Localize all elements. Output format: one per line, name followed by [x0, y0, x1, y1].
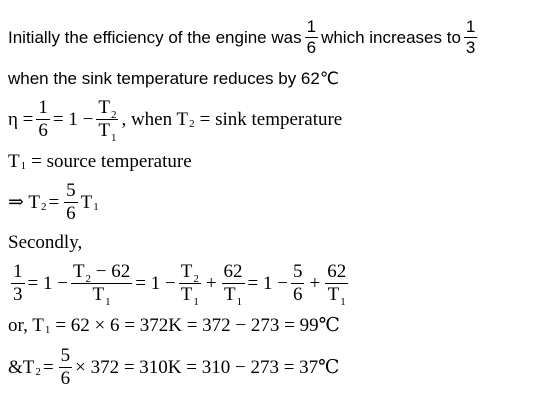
fraction-numerator: 1: [38, 97, 48, 118]
t-symbol: T: [8, 151, 20, 172]
t2-minus-62-over-t1-fraction: [71, 261, 132, 308]
subscript: 1: [193, 295, 199, 308]
increased-efficiency-fraction: [464, 18, 477, 57]
subscript: 1: [236, 295, 243, 308]
fraction-denominator: [91, 283, 113, 308]
equals-one-minus: = 1 −: [247, 272, 288, 294]
subscript: 1: [44, 324, 51, 336]
subscript: 1: [105, 295, 111, 308]
subscript: 2: [189, 117, 195, 130]
plus-sign: +: [309, 272, 321, 294]
subscript: 1: [110, 131, 117, 144]
t-symbol: T: [180, 261, 193, 282]
fraction-numerator: [71, 262, 132, 284]
62-over-t1-fraction: [222, 261, 245, 308]
subscript: 2: [193, 273, 199, 285]
fraction-denominator: 6: [306, 37, 317, 57]
fraction-denominator: 3: [465, 37, 476, 57]
eta-lhs: η =: [8, 108, 34, 130]
subscript: 2: [110, 109, 117, 121]
fraction-numerator: 62: [327, 261, 347, 282]
five-sixths-fraction: [59, 346, 73, 389]
source-text: = source temperature: [31, 151, 192, 172]
and-prefix: &T: [8, 356, 35, 378]
fraction-denominator: 6: [38, 119, 48, 141]
one-sixth-fraction: [36, 98, 50, 141]
fraction-denominator: 6: [292, 283, 303, 305]
secondly-text: Secondly,: [8, 232, 83, 253]
plus-sign: +: [205, 272, 217, 294]
sink-line: [8, 70, 339, 87]
five-sixths-fraction: [291, 262, 305, 305]
intro-text-b: which increases to: [321, 27, 461, 47]
fraction-numerator: 1: [306, 17, 317, 36]
fraction-denominator: [96, 119, 118, 144]
source-temperature-result: [8, 316, 340, 335]
fraction-numerator: [179, 262, 201, 284]
fraction-denominator: [326, 283, 348, 308]
fraction-denominator: 6: [66, 202, 76, 224]
subscript: 2: [35, 365, 41, 378]
subscript: 1: [93, 200, 99, 213]
fraction-numerator: [96, 98, 118, 120]
t-symbol: T: [180, 283, 193, 305]
fraction-numerator: 5: [60, 345, 71, 366]
fraction-denominator: 6: [60, 367, 71, 389]
source-line: [8, 152, 192, 171]
fraction-denominator: [222, 283, 244, 308]
fraction-denominator: [179, 283, 201, 308]
t-symbol: T: [327, 283, 340, 305]
t-symbol: T: [92, 283, 105, 305]
intro-text-a: Initially the efficiency of the engine was: [8, 27, 302, 47]
fraction-numerator: 5: [292, 261, 303, 282]
secondly-line: [8, 233, 82, 252]
derivation-equation: [8, 261, 351, 308]
sink-temperature-result: [8, 346, 339, 389]
t2-over-t1-fraction: [96, 97, 118, 144]
equals-one-minus: = 1 −: [135, 272, 176, 294]
fraction-denominator: 3: [13, 283, 23, 305]
t2-over-t1-fraction: [179, 261, 201, 308]
or-prefix: or, T: [8, 315, 44, 336]
subscript: 1: [340, 295, 346, 308]
implies-line: [8, 181, 99, 224]
t-symbol: T: [223, 283, 236, 305]
fraction-numerator: 5: [66, 180, 76, 201]
t-symbol: T: [98, 119, 110, 141]
or-result: = 62 × 6 = 372K = 372 − 273 = 99℃: [55, 315, 340, 336]
fraction-numerator: 1: [13, 261, 23, 282]
subscript: 2: [85, 273, 92, 285]
t-symbol: T: [98, 97, 110, 118]
eta-rest: , when T: [121, 108, 189, 130]
efficiency-equation: [8, 97, 343, 144]
eta-rest-b: = sink temperature: [199, 108, 343, 130]
t-symbol: T: [72, 261, 85, 282]
equals-one-minus: = 1 −: [27, 272, 68, 294]
fraction-numerator: 1: [465, 17, 476, 36]
sink-text: when the sink temperature reduces by 62℃: [8, 69, 339, 88]
fraction-numerator: 62: [223, 261, 243, 282]
equals-sign: =: [42, 356, 54, 378]
and-result: × 372 = 310K = 310 − 273 = 37℃: [75, 356, 340, 378]
subscript: 2: [40, 200, 47, 213]
one-third-fraction: [11, 262, 25, 305]
subscript: 1: [20, 160, 27, 172]
five-sixths-fraction: [64, 181, 78, 224]
62-over-t1-fraction: [325, 261, 348, 308]
intro-line: [8, 18, 480, 57]
equals-sign: =: [48, 191, 60, 213]
minus-62: − 62: [91, 261, 131, 282]
t-symbol: T: [80, 191, 93, 213]
implies-lhs: ⇒ T: [8, 191, 40, 213]
eta-mid: = 1 −: [52, 108, 94, 130]
initial-efficiency-fraction: [305, 18, 318, 57]
